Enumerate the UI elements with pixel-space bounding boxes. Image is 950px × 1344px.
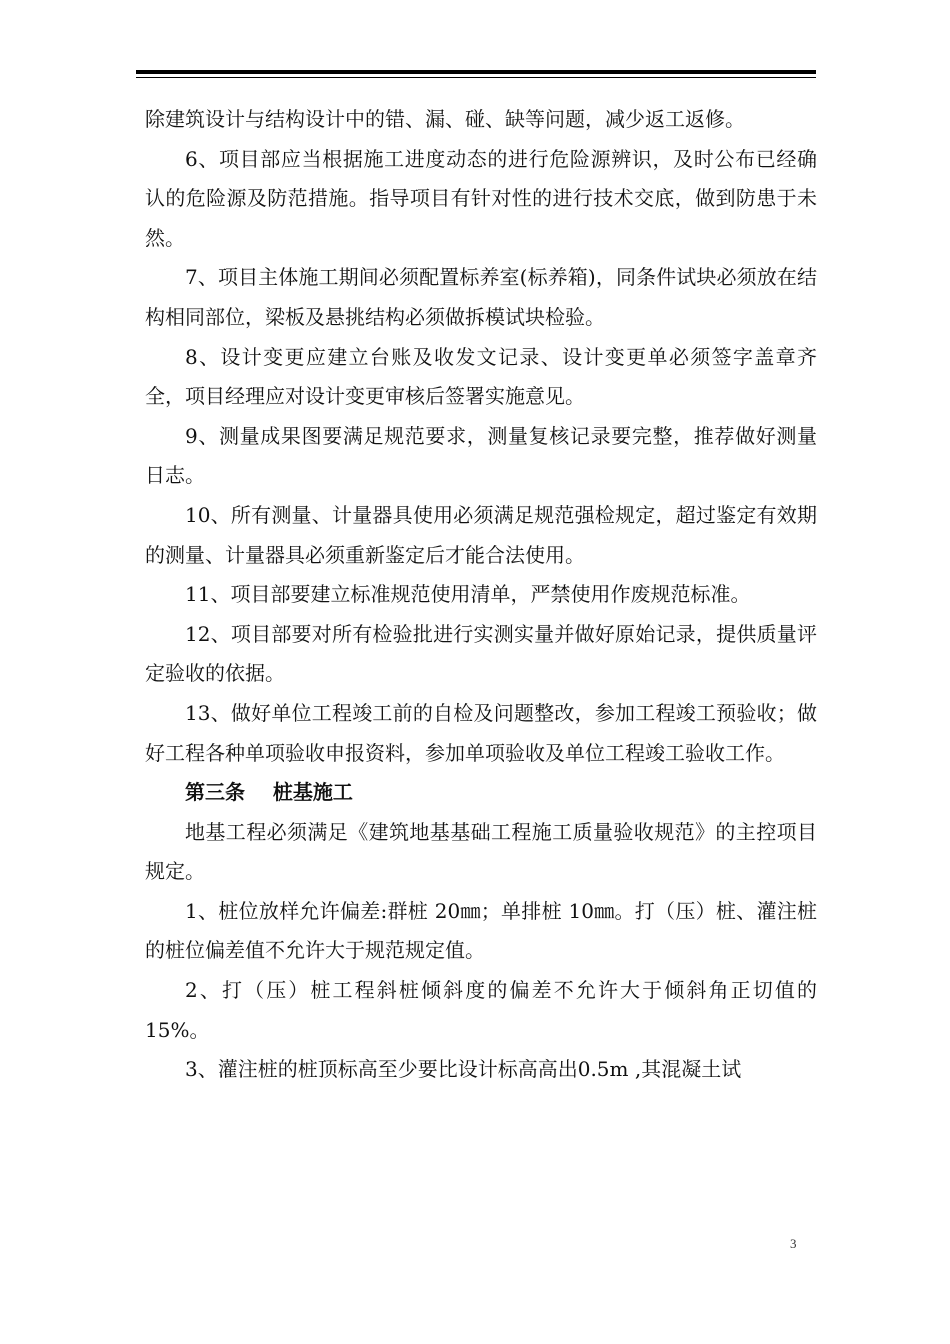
paragraph-item-6: 6、项目部应当根据施工进度动态的进行危险源辨识，及时公布已经确认的危险源及防范措施。指导项目有针对性的进行技术交底，做到防患于未然。 — [145, 146, 817, 250]
paragraph-item-8: 8、设计变更应建立台账及收发文记录、设计变更单必须签字盖章齐全，项目经理应对设计变更审核后签署实施意见。 — [145, 344, 817, 409]
header-rule-thick — [136, 70, 816, 74]
paragraph-pile-2: 2、打（压）桩工程斜桩倾斜度的偏差不允许大于倾斜角正切值的15%。 — [145, 978, 817, 1042]
section-heading: 第三条 桩基施工 — [185, 780, 353, 805]
paragraph-item-7: 7、项目主体施工期间必须配置标养室(标养箱)，同条件试块必须放在结构相同部位，梁板及悬挑结构必须做拆模试块检验。 — [145, 265, 817, 329]
paragraph-item-10: 10、所有测量、计量器具使用必须满足规范强检规定，超过鉴定有效期的测量、计量器具必须重新鉴定后才能合法使用。 — [145, 502, 817, 567]
paragraph-item-9: 9、测量成果图要满足规范要求，测量复核记录要完整，推荐做好测量日志。 — [145, 423, 817, 488]
paragraph-item-12: 12、项目部要对所有检验批进行实测实量并做好原始记录，提供质量评定验收的依据。 — [145, 621, 817, 686]
document-body — [145, 100, 817, 1090]
paragraph-pile-1: 1、桩位放样允许偏差:群桩 20㎜；单排桩 10㎜。打（压）桩、灌注桩的桩位偏差值不允许大于规范规定值。 — [145, 898, 817, 963]
paragraph-item-11: 11、项目部要建立标准规范使用清单，严禁使用作废规范标准。 — [185, 582, 751, 607]
page-number: 3 — [790, 1236, 797, 1251]
header-rule-thin — [136, 77, 816, 78]
paragraph-continuation: 除建筑设计与结构设计中的错、漏、碰、缺等问题，减少返工返修。 — [145, 107, 745, 131]
paragraph-intro: 地基工程必须满足《建筑地基基础工程施工质量验收规范》的主控项目规定。 — [145, 819, 817, 884]
paragraph-pile-3: 3、灌注桩的桩顶标高至少要比设计标高高出0.5m ,其混凝土试 — [185, 1057, 742, 1082]
paragraph-item-13: 13、做好单位工程竣工前的自检及问题整改，参加工程竣工预验收；做好工程各种单项验收申报资料，参加单项验收及单位工程竣工验收工作。 — [145, 700, 817, 765]
